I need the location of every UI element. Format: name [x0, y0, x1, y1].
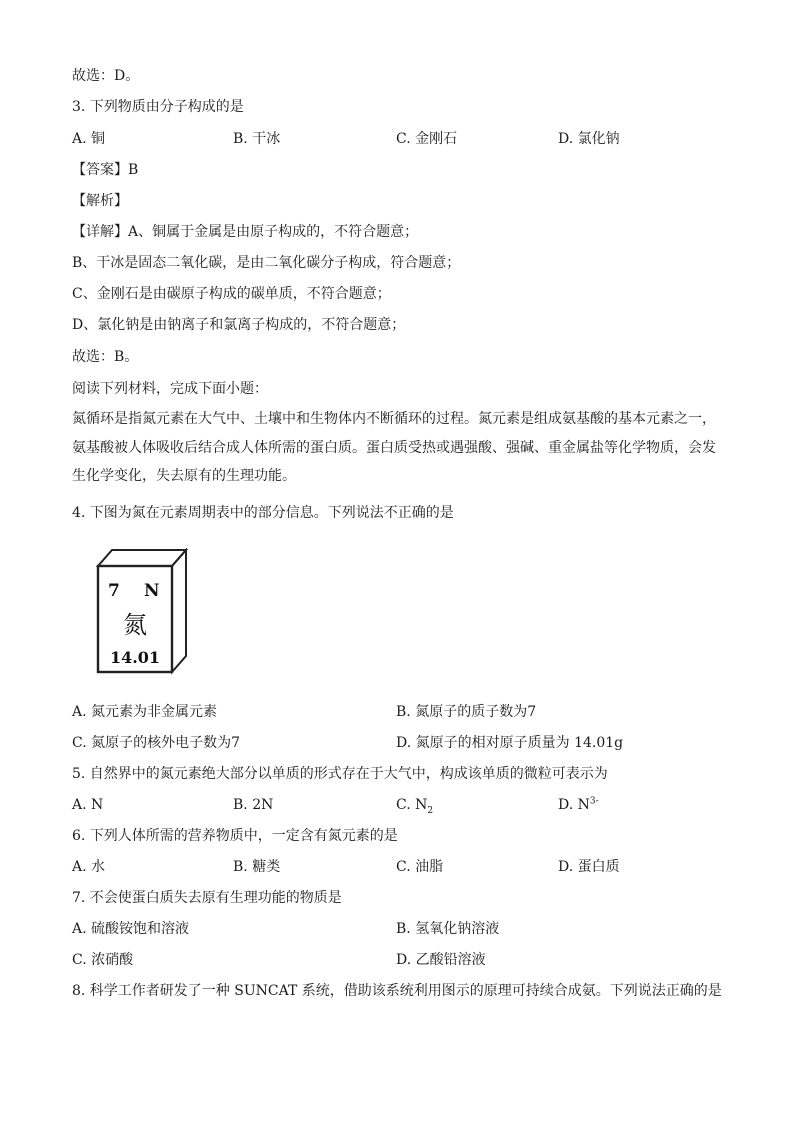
q3-detail-line-a — [72, 222, 418, 242]
q7-option-b: B. 氢氧化钠溶液 — [396, 921, 500, 937]
detail-tag: 【详解】 — [72, 224, 128, 240]
q3-conclusion: 故选：B。 — [72, 349, 139, 365]
element-cell-figure — [88, 548, 188, 676]
q3-option-a: A. 铜 — [72, 131, 106, 147]
q3-detail-line-c: C、金刚石是由碳原子构成的碳单质，不符合题意； — [72, 286, 391, 302]
q5-option-d — [558, 795, 599, 815]
q6-option-b: B. 糖类 — [233, 859, 281, 875]
q4-stem: 4. 下图为氮在元素周期表中的部分信息。下列说法不正确的是 — [72, 505, 454, 521]
q6-option-a: A. 水 — [72, 859, 106, 875]
q3-option-b: B. 干冰 — [233, 131, 281, 147]
q3-option-d: D. 氯化钠 — [558, 131, 620, 147]
q4-option-a: A. 氮元素为非金属元素 — [72, 704, 218, 720]
q8-stem: 8. 科学工作者研发了一种 SUNCAT 系统，借助该系统利用图示的原理可持续合成氨。下列说法正确的是 — [72, 983, 722, 999]
q6-option-c: C. 油脂 — [396, 859, 444, 875]
q3-detail-line-b: B、干冰是固态二氧化碳，是由二氧化碳分子构成，符合题意； — [72, 255, 461, 271]
q4-option-b: B. 氮原子的质子数为7 — [396, 704, 537, 720]
q7-stem: 7. 不会使蛋白质失去原有生理功能的物质是 — [72, 890, 342, 906]
q3-detail-line-d: D、氯化钠是由钠离子和氯离子构成的，不符合题意； — [72, 317, 406, 333]
q4-option-c: C. 氮原子的核外电子数为7 — [72, 735, 241, 751]
q5-option-a: A. N — [72, 797, 104, 813]
q7-option-a: A. 硫酸铵饱和溶液 — [72, 921, 190, 937]
q5-option-b: B. 2N — [233, 797, 274, 813]
q3-stem: 3. 下列物质由分子构成的是 — [72, 99, 244, 115]
q5-option-c-text: C. N — [396, 797, 428, 813]
q7-option-d: D. 乙酸铅溶液 — [396, 952, 486, 968]
element-name: 氮 — [123, 611, 147, 639]
q6-stem: 6. 下列人体所需的营养物质中，一定含有氮元素的是 — [72, 828, 398, 844]
q5-option-d-text: D. N — [558, 797, 590, 813]
element-atomic-number: 7 — [108, 581, 120, 601]
q5-option-c-subscript: 2 — [427, 805, 434, 816]
q6-option-d: D. 蛋白质 — [558, 859, 620, 875]
material-intro: 阅读下列材料，完成下面小题： — [72, 381, 268, 397]
material-text: 氮循环是指氮元素在大气中、土壤中和生物体内不断循环的过程。氮元素是组成氨基酸的基本元素之一，氨基酸被人体吸收后结合成人体所需的蛋白质。蛋白质受热或遇强酸、强碱、重金属盐等化学物质，会发生化学变化，失去原有的生理功能。 — [72, 411, 716, 484]
q3-option-c: C. 金刚石 — [396, 131, 458, 147]
q5-option-d-superscript: 3- — [589, 796, 599, 807]
element-mass: 14.01 — [109, 648, 161, 667]
q3-answer: 【答案】B — [72, 162, 139, 178]
q2-conclusion: 故选：D。 — [72, 68, 140, 84]
element-symbol: N — [144, 581, 160, 601]
q5-stem: 5. 自然界中的氮元素绝大部分以单质的形式存在于大气中，构成该单质的微粒可表示为 — [72, 766, 608, 782]
cube-side-face — [172, 550, 186, 672]
q3-analysis-label: 【解析】 — [72, 193, 128, 209]
q5-option-c — [396, 795, 433, 815]
detail-text: A、铜属于金属是由原子构成的，不符合题意； — [128, 224, 419, 240]
q7-option-c: C. 浓硝酸 — [72, 952, 134, 968]
q4-option-d: D. 氮原子的相对原子质量为 14.01g — [396, 735, 624, 751]
